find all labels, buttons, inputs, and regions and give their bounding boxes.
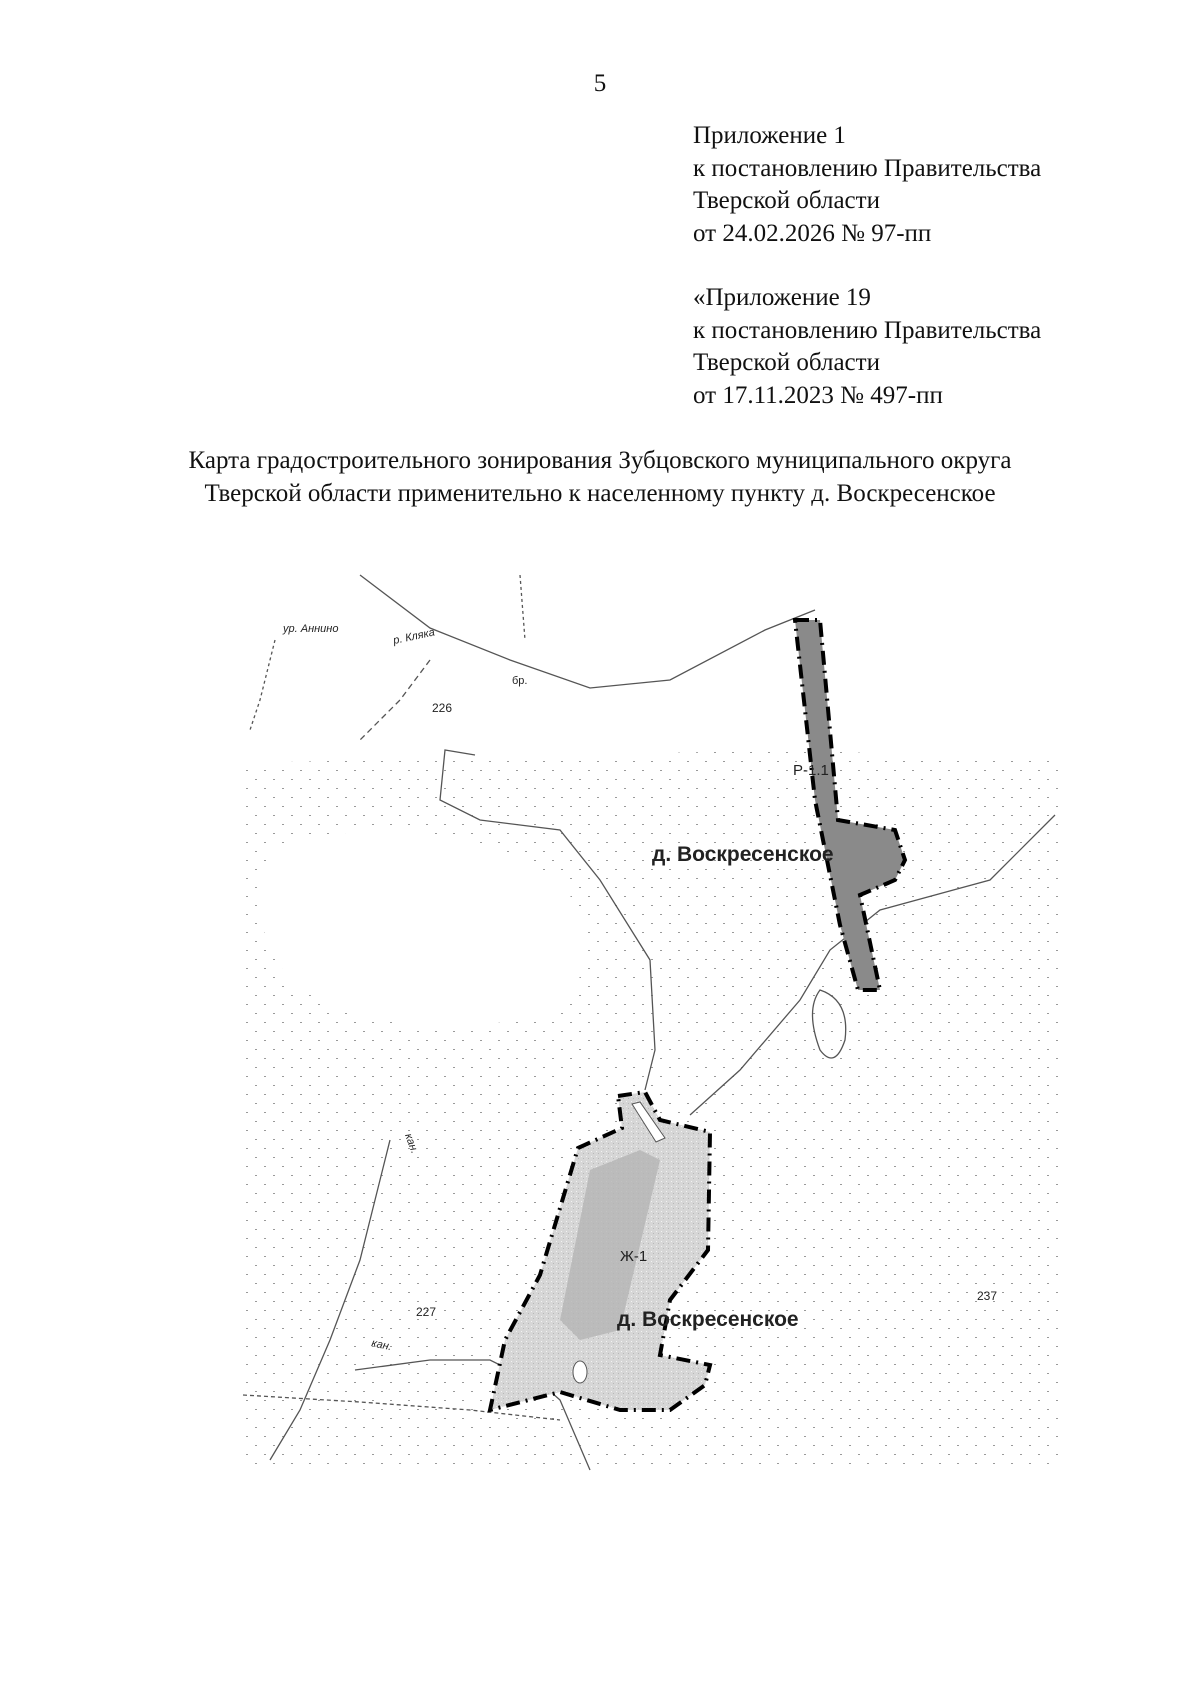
- label-ford: бр.: [512, 675, 528, 687]
- map-title-line: Тверской области применительно к населенному пункту д. Воскресенское: [204, 479, 996, 507]
- stream-northwest: [250, 640, 275, 730]
- appendix-19-line: «Приложение 19: [693, 284, 871, 311]
- pond-residential: [573, 1361, 587, 1383]
- label-tract: ур. Аннино: [283, 623, 339, 635]
- road-west: [360, 660, 430, 740]
- appendix-19-line: к постановлению Правительства: [693, 316, 1042, 344]
- label-settlement-north: д. Воскресенское: [652, 843, 834, 866]
- appendix-19-line: Тверской области: [693, 349, 880, 376]
- appendix-1-line: к постановлению Правительства: [693, 154, 1042, 182]
- label-settlement-south: д. Воскресенское: [617, 1308, 799, 1331]
- label-elevation: 237: [977, 1289, 998, 1303]
- label-ditch: кан.: [402, 1131, 421, 1156]
- label-zone-recreation: Р-1.1: [793, 762, 829, 779]
- stream-north: [520, 575, 525, 640]
- appendix-19-date: от 17.11.2023 № 497-пп: [693, 381, 943, 409]
- label-zone-residential: Ж-1: [620, 1248, 648, 1265]
- appendix-1-line: Тверской области: [693, 187, 880, 214]
- page-number: 5: [593, 70, 607, 97]
- appendix-1-line: Приложение 1: [693, 122, 846, 149]
- label-ditch: кан.: [370, 1337, 393, 1354]
- label-elevation: 226: [432, 701, 453, 715]
- map-title-line: Карта градостроительного зонирования Зубцовского муниципального округа: [188, 447, 1012, 474]
- label-elevation: 227: [416, 1305, 437, 1319]
- appendix-1-date: от 24.02.2026 № 97-пп: [693, 219, 932, 247]
- label-river: р. Кляка: [392, 626, 436, 647]
